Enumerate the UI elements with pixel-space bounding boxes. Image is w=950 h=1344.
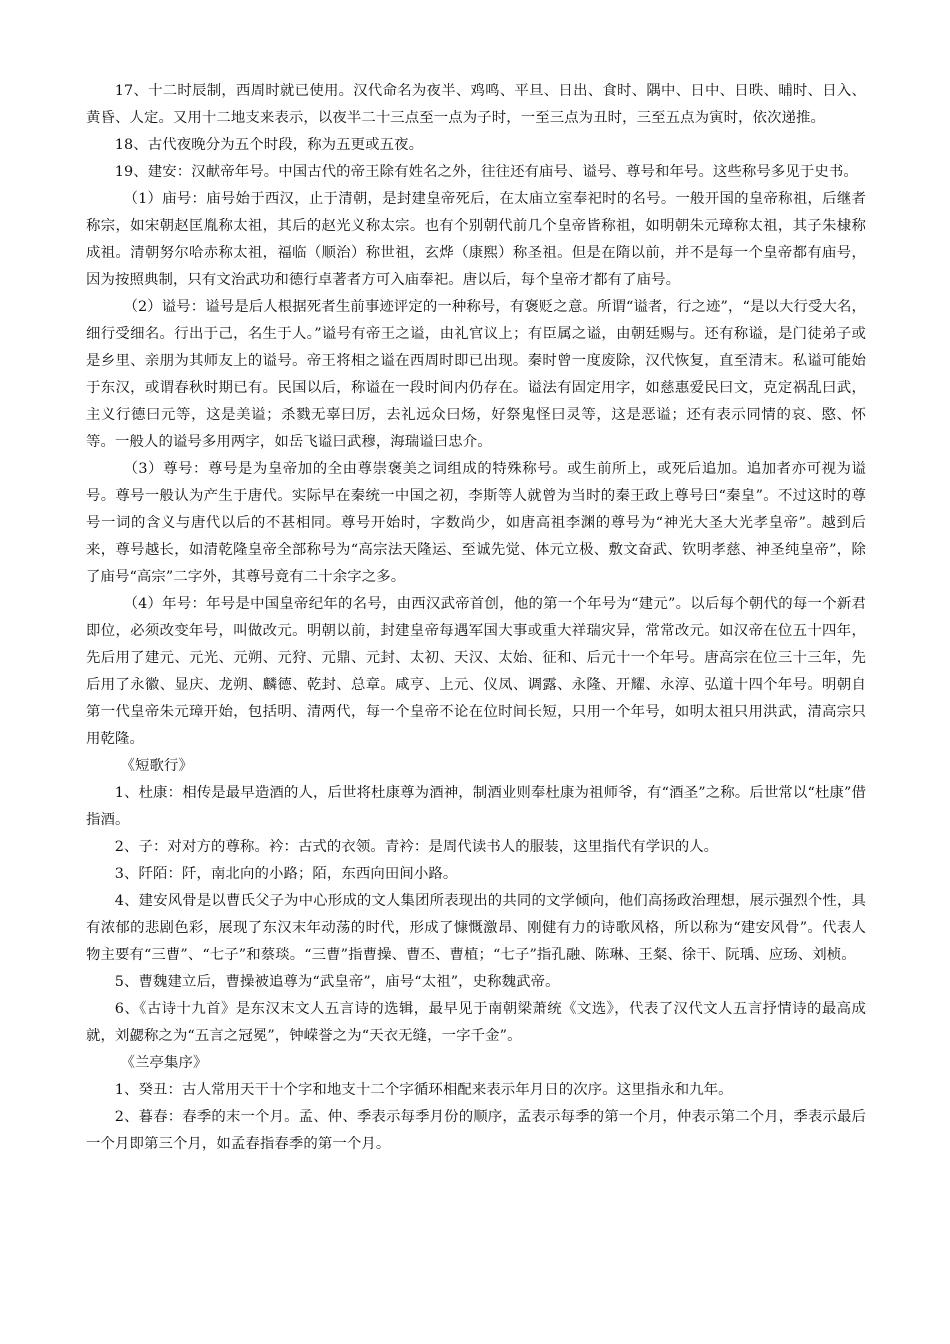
document-page bbox=[86, 78, 866, 1158]
paragraph-honorific-title: （3）尊号：尊号是为皇帝加的全由尊崇褒美之词组成的特殊称号。或生前所上，或死后追加。追加者亦可视为谥号。尊号一般认为产生于唐代。实际早在秦统一中国之初，李斯等人就曾为当时的秦王政上尊号曰“秦皇”。不过这时的尊号一词的含义与唐代以后的不甚相同。尊号开始时，字数尚少，如唐高祖李渊的尊号为“神光大圣大光孝皇帝”。越到后来，尊号越长，如清乾隆皇帝全部称号为“高宗法天隆运、至诚先觉、体元立极、敷文奋武、钦明孝慈、神圣纯皇帝”，除了庙号“高宗”二字外，其尊号竟有二十余字之多。 bbox=[86, 461, 866, 585]
paragraph-17: 17、十二时辰制，西周时就已使用。汉代命名为夜半、鸡鸣、平旦、日出、食时、隅中、日中、日昳、晡时、日入、黄昏、人定。又用十二地支来表示，以夜半二十三点至一点为子时，一至三点为丑时，三至五点为寅时，依次递推。 bbox=[86, 83, 866, 126]
paragraph-temple-name: （1）庙号：庙号始于西汉，止于清朝，是封建皇帝死后，在太庙立室奉祀时的名号。一般开国的皇帝称祖，后继者称宗，如宋朝赵匡胤称太祖，其后的赵光义称太宗。也有个别朝代前几个皇帝皆称祖，如明朝朱元璋称太祖，其子朱棣称成祖。清朝努尔哈赤称太祖，福临（顺治）称世祖，玄烨（康熙）称圣祖。但是在隋以前，并不是每一个皇帝都有庙号，因为按照典制，只有文治武功和德行卓著者方可入庙奉祀。唐以后，每个皇帝才都有了庙号。 bbox=[86, 191, 866, 288]
note-3-qianmo: 3、阡陌：阡，南北向的小路；陌，东西向田间小路。 bbox=[114, 866, 458, 882]
paragraph-era-name: （4）年号：年号是中国皇帝纪年的名号，由西汉武帝首创，他的第一个年号为“建元”。以后每个朝代的每一个新君即位，必须改变年号，叫做改元。明朝以前，封建皇帝每遇军国大事或重大祥瑞灾异，常常改元。如汉帝在位五十四年，先后用了建元、元光、元朔、元狩、元鼎、元封、太初、天汉、太始、征和、后元十一个年号。唐高宗在位三十三年，先后用了永徽、显庆、龙朔、麟德、乾封、总章。咸亨、上元、仪凤、调露、永隆、开耀、永淳、弘道十四个年号。明朝自第一代皇帝朱元璋开始，包括明、清两代，每一个皇帝不论在位时间长短，只用一个年号，如明太祖只用洪武，清高宗只用乾隆。 bbox=[86, 596, 866, 747]
note-4-jianan-fenggu: 4、建安风骨是以曹氏父子为中心形成的文人集团所表现出的共同的文学倾向，他们高扬政治理想，展示强烈个性，具有浓郁的悲剧色彩，展现了东汉末年动荡的时代，形成了慷慨激昂、刚健有力的诗歌风格，所以称为“建安风骨”。代表人物主要有“三曹”、“七子”和蔡琰。“三曹”指曹操、曹丕、曹植；“七子”指孔融、陈琳、王粲、徐干、阮瑀、应玚、刘桢。 bbox=[86, 893, 866, 963]
note-2-zi: 2、子：对对方的尊称。衿：古式的衣领。青衿：是周代读书人的服装，这里指代有学识的人。 bbox=[114, 839, 719, 855]
note-2-muchun: 2、暮春：春季的末一个月。孟、仲、季表示每季月份的顺序，孟表示每季的第一个月，仲表示第二个月，季表示最后一个月即第三个月，如孟春指春季的第一个月。 bbox=[86, 1109, 866, 1152]
note-6-gushi: 6、《古诗十九首》是东汉末文人五言诗的选辑，最早见于南朝梁萧统《文选》，代表了汉代文人五言抒情诗的最高成就，刘勰称之为“五言之冠冕”，钟嵘誉之为“天衣无缝，一字千金”。 bbox=[86, 1001, 866, 1044]
paragraph-posthumous-name: （2）谥号：谥号是后人根据死者生前事迹评定的一种称号，有褒贬之意。所谓“谥者，行之迹”，“是以大行受大名，细行受细名。行出于己，名生于人。”谥号有帝王之谥，由礼官议上；有臣属之谥，由朝廷赐与。还有称谥，是门徒弟子或是乡里、亲朋为其师友上的谥号。帝王将相之谥在西周时即已出现。秦时曾一度废除，汉代恢复，直至清末。私谥可能始于东汉，或谓春秋时期已有。民国以后，称谥在一段时间内仍存在。谥法有固定用字，如慈惠爱民曰文，克定祸乱曰武，主义行德曰元等，这是美谥；杀戮无辜曰厉，去礼远众曰炀，好祭鬼怪曰灵等，这是恶谥；还有表示同情的哀、愍、怀等。一般人的谥号多用两字，如岳飞谥曰武穆，海瑞谥曰忠介。 bbox=[86, 299, 866, 450]
section-heading-lantingjixu: 《兰亭集序》 bbox=[120, 1055, 208, 1071]
note-1-guichou: 1、癸丑：古人常用天干十个字和地支十二个字循环相配来表示年月日的次序。这里指永和九年。 bbox=[114, 1082, 733, 1098]
note-5-caowei: 5、曹魏建立后，曹操被追尊为“武皇帝”，庙号“太祖”，史称魏武帝。 bbox=[114, 974, 560, 990]
paragraph-19: 19、建安：汉献帝年号。中国古代的帝王除有姓名之外，往往还有庙号、谥号、尊号和年号。这些称号多见于史书。 bbox=[114, 164, 858, 180]
note-1-dukang: 1、杜康：相传是最早造酒的人，后世将杜康尊为酒神，制酒业则奉杜康为祖师爷，有“酒圣”之称。后世常以“杜康”借指酒。 bbox=[86, 785, 866, 828]
paragraph-18: 18、古代夜晚分为五个时段，称为五更或五夜。 bbox=[114, 137, 424, 153]
section-heading-duangexing: 《短歌行》 bbox=[120, 758, 194, 774]
